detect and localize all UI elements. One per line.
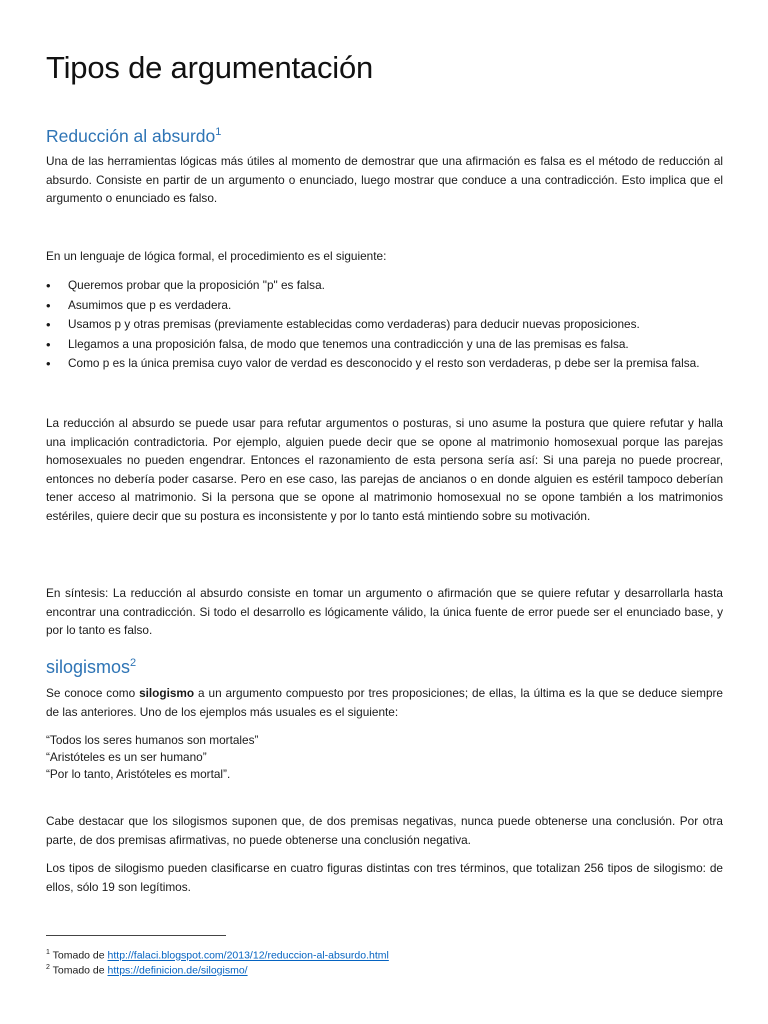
quote-line: “Aristóteles es un ser humano” (46, 750, 207, 764)
list-item: • Usamos p y otras premisas (previamente establecidas como verdaderas) para deducir nuevas proposiciones. (46, 315, 723, 335)
bold-term: silogismo (139, 686, 195, 700)
footnote-link[interactable]: http://falaci.blogspot.com/2013/12/reduccion-al-absurdo.html (107, 949, 389, 962)
section-heading-text: silogismos (46, 657, 131, 677)
footnote-text: Tomado de (52, 964, 108, 977)
list-item: • Llegamos a una proposición falsa, de modo que tenemos una contradicción y una de las premisas es falsa. (46, 335, 723, 355)
footnote-2 (46, 961, 248, 978)
syllogism-example (46, 732, 723, 783)
footnote-ref: 1 (215, 126, 222, 139)
section-heading-silogismos (46, 657, 136, 678)
paragraph-premises: Cabe destacar que los silogismos suponen que, de dos premisas negativas, nunca puede obtenerse una conclusión. Por otra parte, de dos premisas afirmativas, no puede obtenerse una conclusión negativa. (46, 814, 723, 847)
text-span: a un argumento compuesto por tres proposiciones; de ellas, la última es la que se deduce siempre de las anteriores. Uno de los ejemplos más usuales es el siguiente: (46, 686, 723, 719)
footnote-ref: 2 (130, 657, 137, 669)
quote-line: “Por lo tanto, Aristóteles es mortal”. (46, 767, 231, 781)
procedure-list (46, 276, 723, 374)
text-span: Se conoce como (46, 686, 140, 700)
footnote-number: 1 (46, 949, 50, 956)
paragraph-example: La reducción al absurdo se puede usar para refutar argumentos o posturas, si uno asume la postura que quiere refutar y halla una implicación contradictoria. Por ejemplo, alguien puede decir que se opone al matrimonio homosexual porque las parejas homosexuales no pueden engendrar. Entonces el razonamiento de esta persona sería así: Si una pareja no puede procrear, entonces no debería poder casarse. Pero en ese caso, las parejas de ancianos o en donde alguien es estéril tampoco deberían tener acceso al matrimonio. Si la persona que se opone al matrimonio homosexual no se opone también a los matrimonios estériles, quiere decir que su postura es inconsistente y por lo tanto está mintiendo sobre su motivación. (46, 416, 723, 523)
paragraph-silogismo-definition (46, 684, 723, 721)
paragraph-types: Los tipos de silogismo pueden clasificarse en cuatro figuras distintas con tres términos, que totalizan 256 tipos de silogismo: de ellos, sólo 19 son legítimos. (46, 861, 723, 894)
paragraph-synthesis: En síntesis: La reducción al absurdo consiste en tomar un argumento o afirmación que se quiere refutar y desarrollarla hasta encontrar una contradicción. Si todo el desarrollo es lógicamente válido, la única fuente de error puede ser el enunciado base, y por lo tanto es falso. (46, 586, 723, 637)
footnote-number: 2 (46, 964, 50, 971)
paragraph-intro: Una de las herramientas lógicas más útiles al momento de demostrar que una afirmación es falsa es el método de reducción al absurdo. Consiste en partir de un argumento o enunciado, luego mostrar que conduce a una contradicción. Esto implica que el argumento o enunciado es falso. (46, 154, 723, 205)
document-title: Tipos de argumentación (46, 50, 374, 85)
footnote-text: Tomado de (52, 949, 108, 962)
quote-line: “Todos los seres humanos son mortales” (46, 733, 259, 747)
paragraph-procedure-intro: En un lenguaje de lógica formal, el procedimiento es el siguiente: (46, 249, 387, 263)
footnote-link[interactable]: https://definicion.de/silogismo/ (107, 964, 248, 977)
list-item: • Queremos probar que la proposición "p" es falsa. (46, 276, 723, 296)
list-item: • Asumimos que p es verdadera. (46, 296, 723, 316)
section-heading-reduccion (46, 126, 221, 147)
list-item: • Como p es la única premisa cuyo valor de verdad es desconocido y el resto son verdaderas, p debe ser la premisa falsa. (46, 354, 723, 374)
footnote-separator (46, 935, 226, 936)
section-heading-text: Reducción al absurdo (46, 126, 216, 146)
